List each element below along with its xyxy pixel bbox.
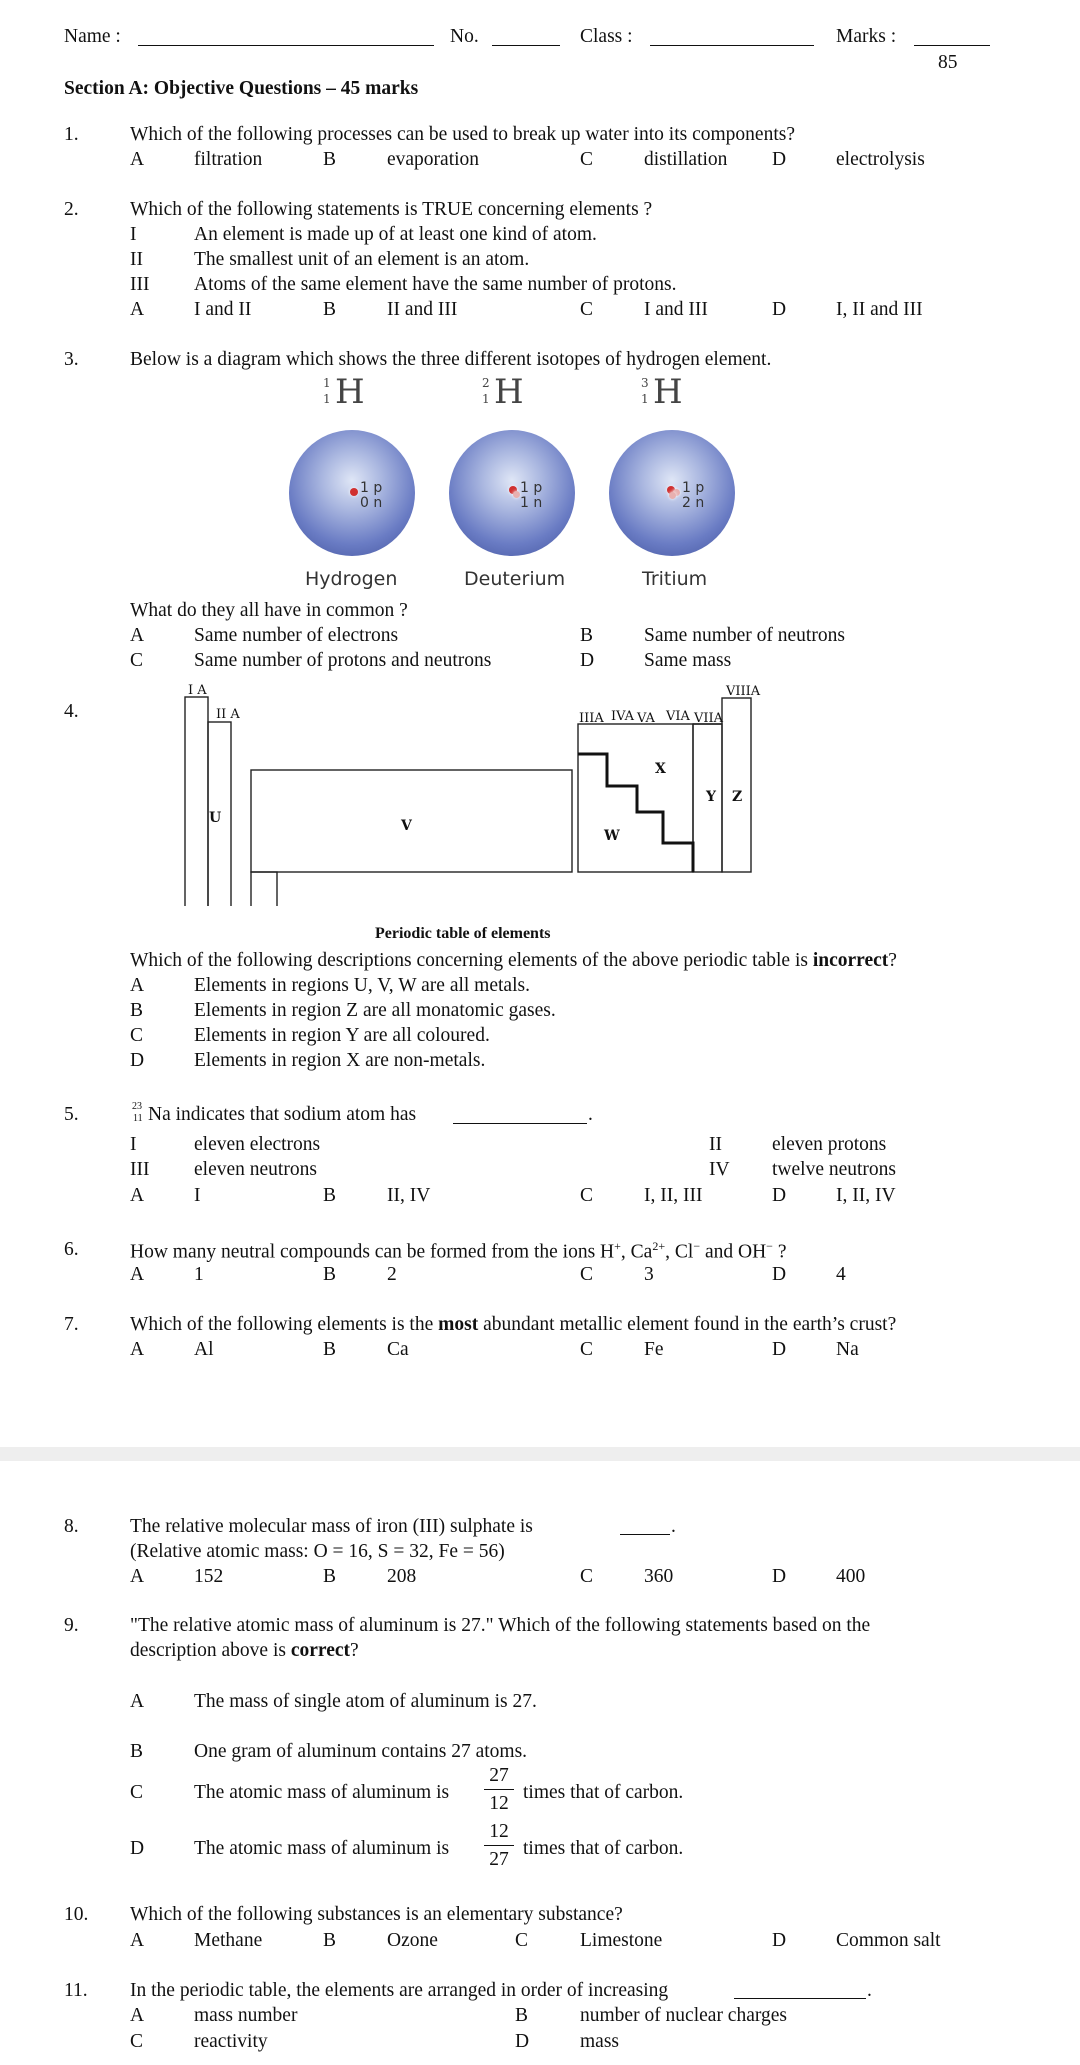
statement-text: An element is made up of at least one kind of atom. [194, 224, 597, 245]
name-field[interactable] [138, 44, 434, 46]
group-label-4: IVA [611, 709, 635, 724]
metal-nonmetal-staircase [578, 754, 693, 872]
marks-field[interactable] [914, 44, 990, 46]
periodic-table-diagram [170, 676, 770, 906]
group-label-2: II A [216, 707, 240, 722]
question-tail: . [671, 1516, 676, 1537]
statement-numeral: I [130, 1134, 137, 1155]
option-letter-a: A [130, 299, 145, 320]
marks-label: Marks : [836, 26, 897, 47]
option-letter-b: B [580, 625, 594, 646]
question-number: 4. [64, 701, 79, 722]
statement-text: Atoms of the same element have the same number of protons. [194, 274, 677, 295]
group-label-7: VIIA [694, 711, 724, 726]
option-letter-a: A [130, 1930, 145, 1951]
region-label-x: X [655, 761, 666, 777]
question-text: The relative molecular mass of iron (III) sulphate is [130, 1516, 533, 1537]
option-letter-d: D [772, 1264, 787, 1285]
isotope-name: Hydrogen [305, 568, 398, 590]
option-b[interactable]: evaporation [387, 149, 480, 170]
option-letter-d: D [130, 1050, 145, 1071]
neutron-dot [669, 492, 676, 499]
question-tail: . [588, 1104, 593, 1125]
statement-text: eleven protons [772, 1134, 887, 1155]
option-a[interactable]: I and II [194, 299, 252, 320]
option-letter-a: A [130, 1691, 145, 1712]
option-letter-a: A [130, 2005, 145, 2026]
option-c[interactable]: reactivity [194, 2031, 268, 2052]
option-letter-a: A [130, 1339, 145, 1360]
option-letter-b: B [323, 1339, 337, 1360]
option-letter-b: B [323, 1185, 337, 1206]
option-letter-d: D [772, 1566, 787, 1587]
question-number: 6. [64, 1239, 79, 1260]
statement-numeral: I [130, 224, 137, 245]
statement-text: twelve neutrons [772, 1159, 897, 1180]
option-letter-b: B [323, 1566, 337, 1587]
region-label-y: Y [706, 789, 716, 805]
option-letter-a: A [130, 625, 145, 646]
question-text: How many neutral compounds can be formed from the ions H+, $Ca^{2+}$, Cl− and OH− ? [130, 1239, 787, 1263]
region-label-v: V [401, 818, 412, 834]
option-d[interactable]: electrolysis [836, 149, 925, 170]
atomic-number: 11 [133, 1113, 143, 1124]
statement-text: eleven neutrons [194, 1159, 317, 1180]
option-d[interactable]: Na [836, 1339, 859, 1360]
option-letter-c: C [130, 1782, 144, 1803]
option-letter-b: B [515, 2005, 529, 2026]
option-c[interactable]: distillation [644, 149, 728, 170]
answer-blank [453, 1122, 587, 1124]
proton-dot [350, 488, 358, 496]
answer-blank [620, 1533, 670, 1535]
option-c[interactable]: I, II, III [644, 1185, 703, 1206]
option-letter-a: A [130, 149, 145, 170]
statement-numeral: III [130, 274, 150, 295]
answer-blank [734, 1997, 866, 1999]
nucleus-label: 1 p 2 n [682, 480, 705, 511]
region-label-u: U [209, 810, 222, 826]
option-letter-c: C [130, 1025, 144, 1046]
option-letter-b: B [130, 1741, 144, 1762]
group-label-8: VIIIA [726, 684, 761, 699]
statement-text: eleven electrons [194, 1134, 321, 1155]
question-number: 7. [64, 1314, 79, 1335]
option-letter-b: B [323, 149, 337, 170]
option-c[interactable]: 3 [644, 1264, 654, 1285]
no-field[interactable] [492, 44, 560, 46]
option-letter-a: A [130, 1185, 145, 1206]
option-a[interactable]: The mass of single atom of aluminum is 27. [194, 1691, 537, 1712]
isotope-symbol-deuterium: 2 1 H [482, 372, 524, 412]
statement-numeral: III [130, 1159, 150, 1180]
question-prompt: What do they all have in common ? [130, 600, 408, 621]
option-b[interactable]: II, IV [387, 1185, 431, 1206]
option-letter-c: C [580, 1339, 594, 1360]
statement-text: The smallest unit of an element is an atom. [194, 249, 530, 270]
option-b[interactable]: II and III [387, 299, 458, 320]
fraction: $\frac{12}{27}$ [484, 1822, 514, 1869]
option-letter-b: B [323, 299, 337, 320]
diagram-caption: Periodic table of elements [375, 925, 551, 942]
question-text-line2: description above is correct? [130, 1640, 359, 1661]
option-d[interactable]: 4 [836, 1264, 846, 1285]
option-d[interactable]: 400 [836, 1566, 866, 1587]
statement-numeral: II [130, 249, 143, 270]
option-a[interactable]: Methane [194, 1930, 263, 1951]
question-text: Na indicates that sodium atom has [148, 1104, 417, 1125]
option-letter-d: D [130, 1838, 145, 1859]
mass-number: 23 [132, 1101, 142, 1112]
option-a[interactable]: filtration [194, 149, 263, 170]
option-c[interactable]: Limestone [580, 1930, 663, 1951]
option-letter-d: D [772, 299, 787, 320]
class-field[interactable] [650, 44, 814, 46]
option-letter-d: D [580, 650, 595, 671]
given-data: (Relative atomic mass: O = 16, S = 32, Fe = 56) [130, 1541, 505, 1562]
option-d[interactable]: mass [580, 2031, 619, 2052]
option-letter-a: A [130, 1264, 145, 1285]
page-break [0, 1447, 1080, 1461]
option-b[interactable]: One gram of aluminum contains 27 atoms. [194, 1741, 528, 1762]
neutron-dot [513, 491, 520, 498]
option-b[interactable]: Elements in region Z are all monatomic gases. [194, 1000, 556, 1021]
option-c[interactable]: I and III [644, 299, 708, 320]
group-label-3: IIIA [579, 711, 604, 726]
question-text: Which of the following processes can be used to break up water into its components? [130, 124, 795, 145]
option-d[interactable]: Common salt [836, 1930, 941, 1951]
question-text: In the periodic table, the elements are arranged in order of increasing [130, 1980, 669, 2001]
class-label: Class : [580, 26, 633, 47]
option-letter-c: C [580, 1185, 594, 1206]
group-1-column [185, 697, 208, 906]
statement-numeral: II [709, 1134, 722, 1155]
option-d[interactable]: Same mass [644, 650, 732, 671]
question-number: 10. [64, 1904, 89, 1925]
name-label: Name : [64, 26, 121, 47]
option-letter-d: D [772, 1185, 787, 1206]
question-number: 9. [64, 1615, 79, 1636]
option-a[interactable]: 152 [194, 1566, 224, 1587]
option-letter-d: D [515, 2031, 530, 2052]
question-number: 8. [64, 1516, 79, 1537]
option-b[interactable]: Ozone [387, 1930, 438, 1951]
option-c[interactable]: Same number of protons and neutrons [194, 650, 492, 671]
question-text: Below is a diagram which shows the three different isotopes of hydrogen element. [130, 349, 772, 370]
option-letter-d: D [772, 1339, 787, 1360]
question-number: 1. [64, 124, 79, 145]
option-a[interactable]: 1 [194, 1264, 204, 1285]
option-c[interactable]: Elements in region Y are all coloured. [194, 1025, 490, 1046]
option-letter-b: B [323, 1930, 337, 1951]
option-a[interactable]: Same number of electrons [194, 625, 399, 646]
nucleus-label: 1 p 0 n [360, 480, 383, 511]
option-b[interactable]: Ca [387, 1339, 409, 1360]
question-number: 3. [64, 349, 79, 370]
option-letter-c: C [515, 1930, 529, 1951]
region-label-w: W [604, 828, 620, 844]
option-c[interactable]: Fe [644, 1339, 664, 1360]
group-label-1: I A [188, 683, 207, 698]
option-b[interactable]: Same number of neutrons [644, 625, 845, 646]
option-letter-c: C [580, 1566, 594, 1587]
question-text: "The relative atomic mass of aluminum is 27." Which of the following statements based on the [130, 1615, 871, 1636]
question-text: Which of the following statements is TRUE concerning elements ? [130, 199, 653, 220]
option-letter-c: C [130, 650, 144, 671]
statement-numeral: IV [709, 1159, 730, 1180]
question-tail: . [867, 1980, 872, 2001]
option-a[interactable]: mass number [194, 2005, 298, 2026]
option-b[interactable]: 2 [387, 1264, 397, 1285]
question-number: 2. [64, 199, 79, 220]
option-d[interactable]: I, II and III [836, 299, 923, 320]
isotope-symbol-hydrogen: 1 1 H [323, 372, 365, 412]
option-b[interactable]: number of nuclear charges [580, 2005, 788, 2026]
question-text: Which of the following substances is an elementary substance? [130, 1904, 623, 1925]
isotope-name: Tritium [642, 568, 708, 590]
group-label-6: VIA [666, 709, 690, 724]
question-text: Which of the following elements is the most abundant metallic element found in the earth’s crust? [130, 1314, 897, 1335]
no-label: No. [450, 26, 479, 47]
option-letter-c: C [580, 1264, 594, 1285]
option-a[interactable]: Al [194, 1339, 214, 1360]
option-b[interactable]: 208 [387, 1566, 417, 1587]
option-d[interactable]: Elements in region X are non-metals. [194, 1050, 486, 1071]
section-title: Section A: Objective Questions – 45 marks [64, 78, 419, 99]
option-letter-b: B [130, 1000, 144, 1021]
option-letter-c: C [580, 299, 594, 320]
option-c[interactable]: 360 [644, 1566, 674, 1587]
option-letter-a: A [130, 1566, 145, 1587]
option-letter-a: A [130, 975, 145, 996]
option-a[interactable]: Elements in regions U, V, W are all metals. [194, 975, 530, 996]
question-number: 11. [64, 1980, 88, 2001]
lanthanide-block [251, 872, 277, 906]
group-8-column [722, 698, 751, 872]
total-marks: 85 [938, 52, 958, 73]
option-letter-c: C [130, 2031, 144, 2052]
isotope-name: Deuterium [464, 568, 566, 590]
region-label-z: Z [732, 789, 743, 805]
option-letter-b: B [323, 1264, 337, 1285]
isotope-symbol-tritium: 3 1 H [641, 372, 683, 412]
option-d[interactable]: I, II, IV [836, 1185, 896, 1206]
nucleus-label: 1 p 1 n [520, 480, 543, 511]
question-number: 5. [64, 1104, 79, 1125]
group-label-5: VA [637, 711, 655, 726]
fraction: $\frac{27}{12}$ [484, 1766, 514, 1813]
option-a[interactable]: I [194, 1185, 201, 1206]
option-letter-d: D [772, 149, 787, 170]
option-letter-c: C [580, 149, 594, 170]
option-letter-d: D [772, 1930, 787, 1951]
question-text: Which of the following descriptions concerning elements of the above periodic table is incorrect? [130, 950, 897, 971]
